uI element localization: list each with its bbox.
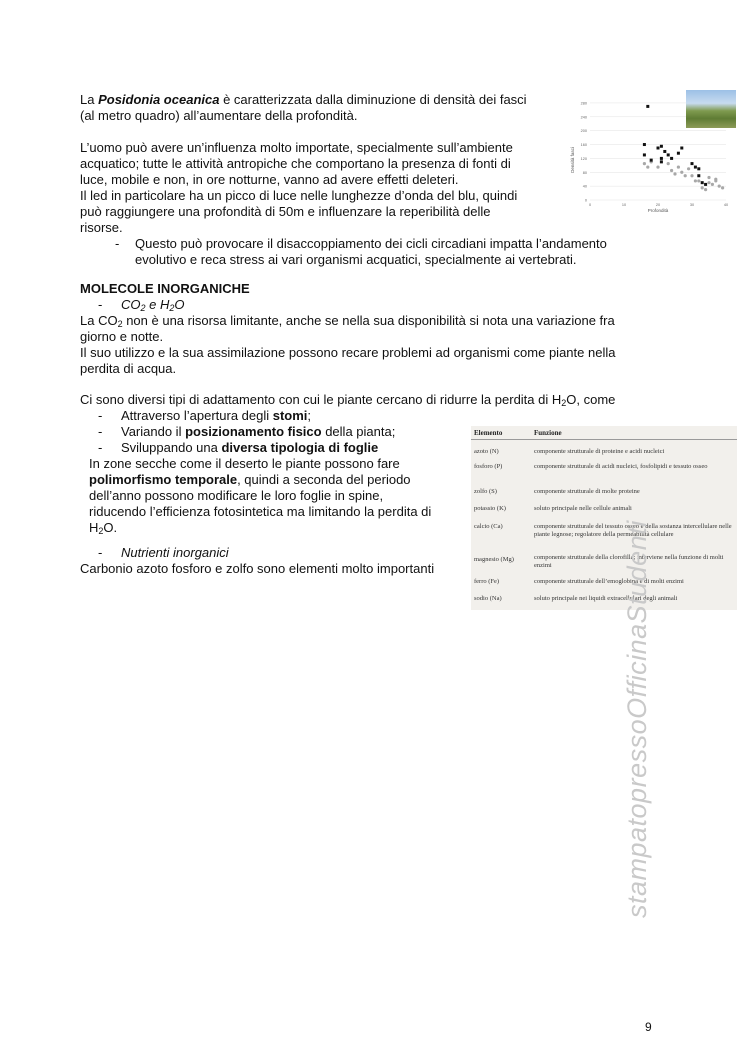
data-point-grey: [677, 165, 680, 168]
list-item: [121, 424, 395, 440]
paragraph-2-line: L’uomo può avere un’influenza molto importate, specialmente sull’ambiente: [80, 140, 513, 155]
paragraph-2-line: risorse.: [80, 220, 123, 235]
data-point-grey: [656, 165, 659, 168]
table-cell-function: componente strutturale di molte proteine: [534, 488, 640, 495]
data-point-black: [660, 157, 663, 160]
nutrients-label: Nutrienti inorganici: [121, 545, 229, 560]
bold-text: polimorfismo temporale: [89, 472, 238, 487]
data-point-grey: [684, 174, 687, 177]
text: La: [80, 92, 99, 107]
paragraph-2-line: può raggiungere una profondità di 50m e influenzare la reperibilità delle: [80, 204, 491, 219]
text: della pianta;: [321, 424, 396, 439]
text: H: [89, 520, 99, 535]
x-tick-label: 0: [588, 203, 592, 207]
x-tick-label: 30: [689, 203, 695, 207]
table-header-function: Funzione: [534, 429, 562, 437]
data-point-grey: [646, 165, 649, 168]
bullet-dash: -: [98, 440, 103, 455]
co2-h2o-label: [121, 297, 185, 313]
y-tick-label: 0: [584, 198, 587, 203]
bullet-dash: -: [98, 424, 103, 439]
data-point-black: [643, 143, 646, 146]
data-point-grey: [673, 172, 676, 175]
paragraph-2-line: acquatico; tutte le attività antropiche che comportano la presenza di fonti di: [80, 156, 511, 171]
text: O: [174, 297, 185, 312]
text: Ci sono diversi tipi di adattamento con cui le piante cercano di ridurre la perdita di H: [80, 392, 562, 407]
page-number: 9: [645, 1020, 652, 1034]
paragraph-3-line: Il suo utilizzo e la sua assimilazione possono recare problemi ad organismi come piante nella: [80, 345, 616, 360]
data-point-black: [694, 166, 697, 169]
data-point-black: [670, 157, 673, 160]
bullet-dash: -: [98, 408, 103, 423]
table-cell-function: soluto principale nei liquidi extracellulari degli animali: [534, 595, 678, 602]
paragraph-2-line: Il led in particolare ha un picco di luce nelle lunghezze d’onda del blu, quindi: [80, 188, 518, 203]
seagrass-photo: [686, 90, 736, 128]
table-cell-element: fosforo (P): [474, 463, 503, 470]
data-point-black: [677, 152, 680, 155]
data-point-grey: [714, 179, 717, 182]
text: Attraverso l’apertura degli: [121, 408, 273, 423]
data-point-black: [691, 162, 694, 165]
data-point-grey: [704, 188, 707, 191]
text: O, come: [566, 392, 616, 407]
x-axis-label: Profondità: [647, 208, 669, 213]
table-cell-function: componente strutturale della clorofilla; interviene nella funzione di molti enzimi: [534, 554, 724, 569]
data-point-grey: [690, 174, 693, 177]
data-point-grey: [694, 179, 697, 182]
section-heading: MOLECOLE INORGANICHE: [80, 281, 250, 296]
data-point-grey: [667, 162, 670, 165]
data-point-grey: [670, 169, 673, 172]
paragraph-3-line: giorno e notte.: [80, 329, 164, 344]
species-name: Posidonia oceanica: [98, 92, 220, 107]
paragraph-3-line: perdita di acqua.: [80, 361, 177, 376]
bullet-dash: -: [115, 236, 120, 251]
y-tick-label: 160: [580, 143, 587, 148]
data-point-grey: [687, 167, 690, 170]
text: La CO: [80, 313, 118, 328]
text: Sviluppando una: [121, 440, 222, 455]
table-cell-function: componente strutturale di acidi nucleici, fosfolipidi e tessuto osseo: [534, 463, 708, 470]
paragraph-3-line: [80, 313, 615, 329]
bullet-text-line: evolutivo e reca stress ai vari organismi acquatici, specialmente ai vertebrati.: [135, 252, 577, 267]
paragraph-1-line-1: [80, 92, 527, 108]
indented-line: [89, 472, 411, 488]
table-cell-function: componente strutturale di proteine e acidi nucleici: [534, 448, 665, 455]
y-tick-label: 240: [580, 115, 587, 120]
table-cell-element: azoto (N): [474, 448, 499, 455]
data-point-grey: [697, 179, 700, 182]
data-point-grey: [680, 171, 683, 174]
table-cell-element: ferro (Fe): [474, 578, 500, 585]
table-divider: [471, 439, 737, 440]
data-point-black: [701, 181, 704, 184]
table-cell-function: soluto principale nelle cellule animali: [534, 505, 632, 512]
list-item: [121, 440, 378, 456]
text: ;: [307, 408, 312, 423]
table-cell-element: magnesio (Mg): [474, 556, 514, 563]
y-tick-label: 40: [582, 184, 587, 189]
y-axis-label: Densità fasci: [570, 147, 575, 173]
text: O.: [103, 520, 118, 535]
text: CO: [121, 297, 141, 312]
data-point-black: [704, 183, 707, 186]
data-point-black: [657, 147, 660, 150]
y-tick-label: 120: [580, 156, 587, 161]
x-tick-label: 10: [621, 203, 627, 207]
data-point-black: [697, 174, 700, 177]
table-cell-element: potassio (K): [474, 505, 506, 512]
text: , quindi a seconda del periodo: [237, 472, 411, 487]
x-tick-label: 20: [655, 203, 661, 207]
data-point-black: [663, 150, 666, 153]
data-point-grey: [718, 185, 721, 188]
data-point-black: [650, 159, 653, 162]
table-cell-element: sodio (Na): [474, 595, 502, 602]
table-cell-element: zolfo (S): [474, 488, 497, 495]
y-tick-label: 80: [582, 170, 587, 175]
bold-text: diversa tipologia di foglie: [221, 440, 379, 455]
data-point-black: [643, 153, 646, 156]
data-point-grey: [721, 186, 724, 189]
indented-line: In zone secche come il deserto le piante possono fare: [89, 456, 400, 471]
data-point-grey: [707, 181, 710, 184]
text: e H: [145, 297, 170, 312]
text: non è una risorsa limitante, anche se nella sua disponibilità si nota una variazione fra: [122, 313, 615, 328]
subscript: 2: [169, 303, 175, 313]
text: Variando il: [121, 424, 186, 439]
indented-line: dell’anno possono modificare le loro foglie in spine,: [89, 488, 384, 503]
x-tick-label: 40: [723, 203, 729, 207]
data-point-black: [680, 147, 683, 150]
subscript: 2: [140, 303, 146, 313]
subscript: 2: [117, 319, 123, 329]
list-item: [121, 408, 311, 424]
bullet-dash: -: [98, 297, 103, 312]
paragraph-2-line: luce, mobile e non, in ore notturne, vanno ad avere effetti deleteri.: [80, 172, 459, 187]
bullet-text-line: Questo può provocare il disaccoppiamento dei cicli circadiani impatta l’andamento: [135, 236, 607, 251]
y-tick-label: 200: [580, 129, 587, 134]
table-cell-function: componente strutturale dell’emoglobina e di molti enzimi: [534, 578, 684, 585]
table-cell-element: calcio (Ca): [474, 523, 503, 530]
data-point-grey: [643, 162, 646, 165]
paragraph-4-line: [80, 392, 615, 408]
element-function-table: [471, 426, 737, 610]
subscript: 2: [561, 398, 567, 408]
data-point-black: [667, 153, 670, 156]
bold-text: stomi: [272, 408, 308, 423]
data-point-black: [660, 145, 663, 148]
subscript: 2: [98, 526, 104, 536]
paragraph-1-line-2: (al metro quadro) all’aumentare della profondità.: [80, 108, 358, 123]
indented-line: [89, 520, 117, 536]
data-point-black: [660, 160, 663, 163]
data-point-grey: [707, 176, 710, 179]
bullet-dash: -: [98, 545, 103, 560]
nutrients-text: Carbonio azoto fosforo e zolfo sono elementi molto importanti: [80, 561, 435, 576]
indented-line: riducendo l’efficienza fotosintetica ma limitando la perdita di: [89, 504, 432, 519]
table-header-element: Elemento: [474, 429, 503, 437]
y-tick-label: 280: [580, 101, 587, 106]
data-point-black: [646, 105, 649, 108]
text: è caratterizzata dalla diminuzione di densità dei fasci: [219, 92, 527, 107]
data-point-black: [697, 167, 700, 170]
bold-text: posizionamento fisico: [185, 424, 322, 439]
data-point-grey: [711, 183, 714, 186]
watermark: stampatopressoOfficinaStudenti: [622, 520, 652, 918]
data-point-grey: [701, 186, 704, 189]
table-cell-function: componente strutturale del tessuto osseo e della sostanza intercellulare nelle piante legnose; regolatore della permeabilità cellulare: [534, 523, 732, 538]
